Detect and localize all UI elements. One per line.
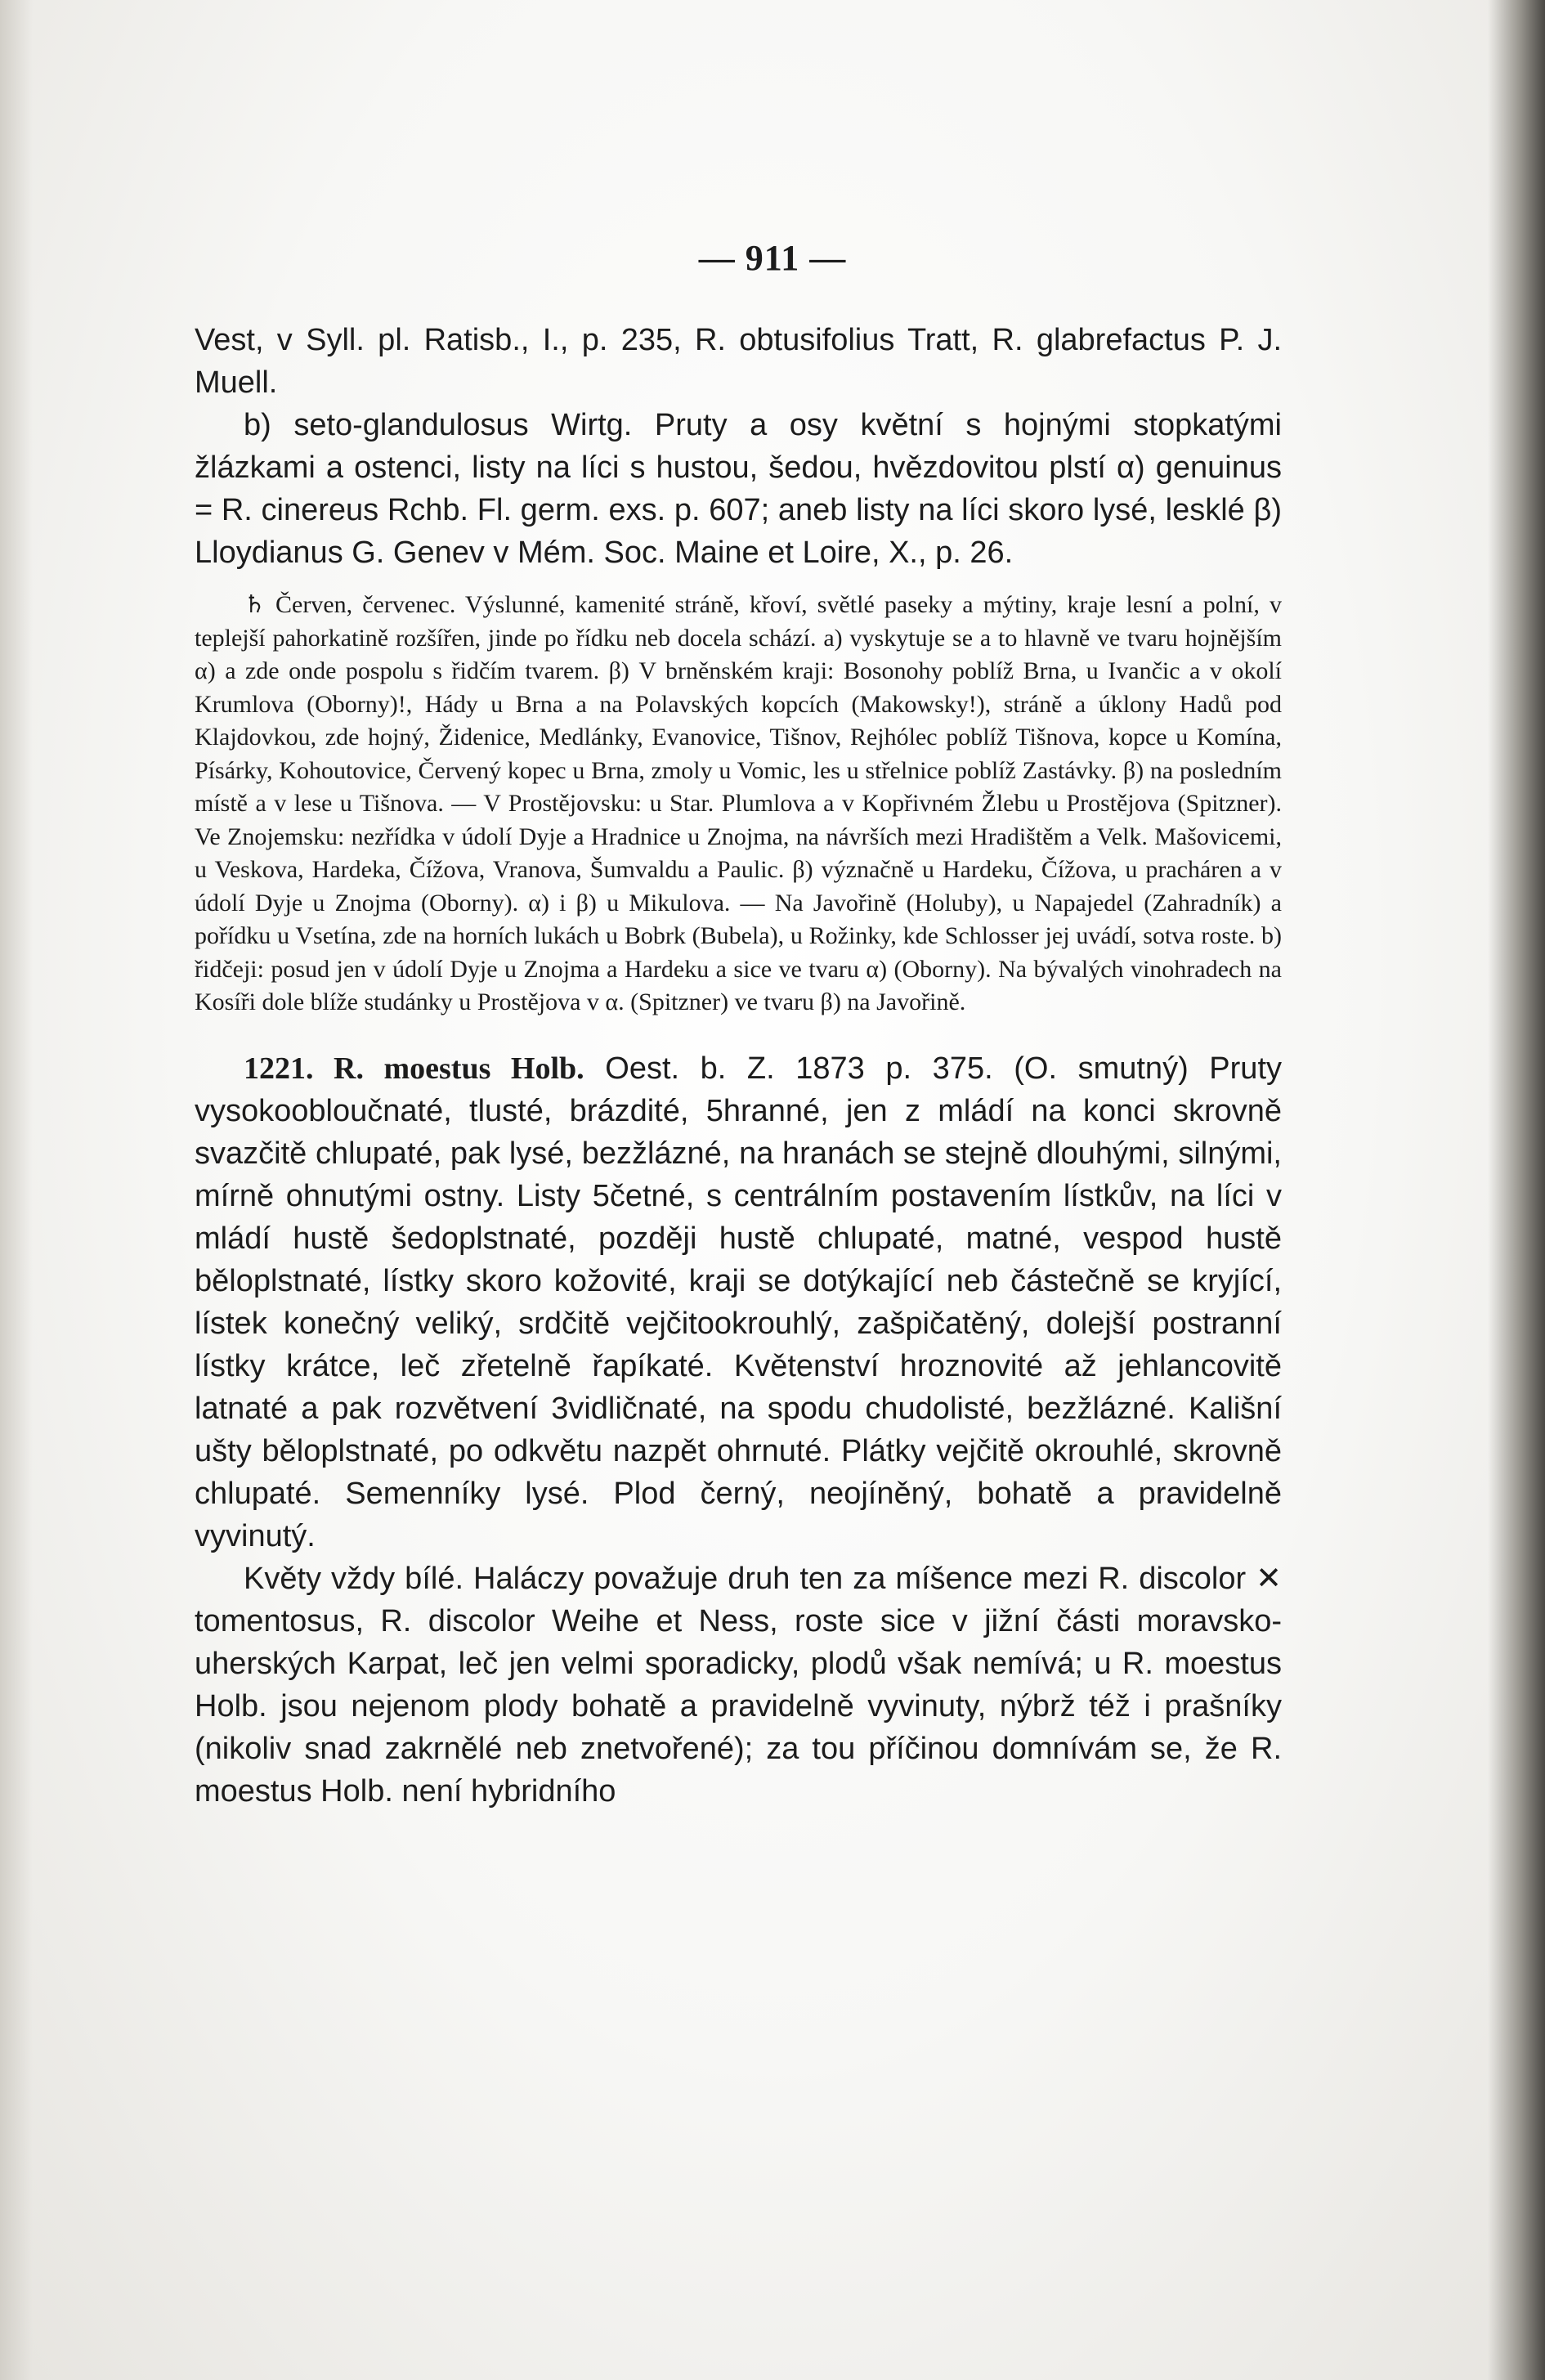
species-heading: 1221. R. moestus Holb. [244, 1051, 584, 1086]
paragraph-vest: Vest, v Syll. pl. Ratisb., I., p. 235, R. obtusifolius Tratt, R. glabrefactus P. J. Muell. [195, 323, 1282, 400]
species-description: Oest. b. Z. 1873 p. 375. (O. smutný) Pruty vysokoobloučnaté, tlusté, brázdité, 5hranné, jen z mládí na konci skrovně svazčitě chlupaté, pak lysé, bezžlázné, na hranách se stejně dlouhými, silnými, mírně ohnutými ostny. Listy 5četné, s centrálním postavením lístkův, na líci v mládí hustě šedoplstnaté, později hustě chlupaté, matné, vespod hustě běloplstnaté, lístky skoro kožovité, kraji se dotýkající neb částečně se kryjící, lístek konečný veliký, srdčitě vejčitookrouhlý, zašpičatěný, dolejší postranní lístky krátce, leč zřetelně řapíkaté. Květenství hroznovité až jehlancovitě latnaté a pak rozvětvení 3vidličnaté, na spodu chudolisté, bezžlázné. Kališní ušty běloplstnaté, po odkvětu nazpět ohrnuté. Plátky vejčitě okrouhlé, skrovně chlupaté. Semenníky lysé. Plod černý, neojíněný, bohatě a pravidelně vyvinutý. [195, 1051, 1282, 1553]
paragraph-discussion: Květy vždy bílé. Haláczy považuje druh ten za míšence mezi R. discolor ✕ tomentosus, R. discolor Weihe et Ness, roste sice v jižní části moravsko-uherských Karpat, leč jen velmi sporadicky, plodů však nemívá; u R. moestus Holb. jsou nejenom plody bohatě a pravidelně vyvinuty, nýbrž též i prašníky (nikoliv snad zakrnělé neb znetvořené); za tou příčinou domnívám se, že R. moestus Holb. není hybridního [195, 1561, 1282, 1809]
paragraph-distribution: ♄ Červen, červenec. Výslunné, kamenité stráně, křoví, světlé paseky a mýtiny, kraje lesní a polní, v teplejší pahorkatině rozšířen, jinde po řídku neb docela schází. a) vyskytuje se a to hlavně ve tvaru hojnějším α) a zde onde pospolu s řidčím tvarem. β) V brněnském kraji: Bosonohy poblíž Brna, u Ivančic a v okolí Krumlova (Oborny)!, Hády u Brna a na Polavských kopcích (Makowsky!), stráně a úklony Hadů pod Klajdovkou, zde hojný, Židenice, Medlánky, Evanovice, Tišnov, Rejhólec poblíž Tišnova, kopce u Komína, Písárky, Kohoutovice, Červený kopec u Brna, zmoly u Vomic, les u střelnice poblíž Zastávky. β) na posledním místě a v lese u Tišnova. — V Prostějovsku: u Star. Plumlova a v Kopřivném Žlebu u Prostějova (Spitzner). Ve Znojemsku: nezřídka v údolí Dyje a Hradnice u Znojma, na návrších mezi Hradištěm a Velk. Mašovicemi, u Veskova, Hardeka, Čížova, Vranova, Šumvaldu a Paulic. β) význačně u Hardeku, Čížova, u pracháren a v údolí Dyje u Znojma (Oborny). α) i β) u Mikulova. — Na Javořině (Holuby), u Napajedel (Zahradník) a pořídku u Vsetína, zde na horních lukách u Bobrk (Bubela), u Rožinky, kde Schlosser jej uvádí, sotva roste. b) řidčeji: posud jen v údolí Dyje u Znojma a Hardeku a sice ve tvaru α) (Oborny). Na bývalých vinohradech na Kosíři dole blíže studánky u Prostějova v α. (Spitzner) ve tvaru β) na Javořině. [195, 591, 1282, 1015]
species-entry-moestus [195, 1047, 1282, 1558]
page-left-shadow [0, 0, 33, 2380]
paragraph-seto-glandulosus: b) seto-glandulosus Wirtg. Pruty a osy květní s hojnými stopkatými žlázkami a ostenci, listy na líci s hustou, šedou, hvězdovitou plstí α) genuinus = R. cinereus Rchb. Fl. germ. exs. p. 607; aneb listy na líci skoro lysé, lesklé β) Lloydianus G. Genev v Mém. Soc. Maine et Loire, X., p. 26. [195, 408, 1282, 570]
page-body [195, 319, 1282, 1813]
page-binding-shadow [1488, 0, 1545, 2380]
page-number: — 911 — [698, 238, 847, 278]
